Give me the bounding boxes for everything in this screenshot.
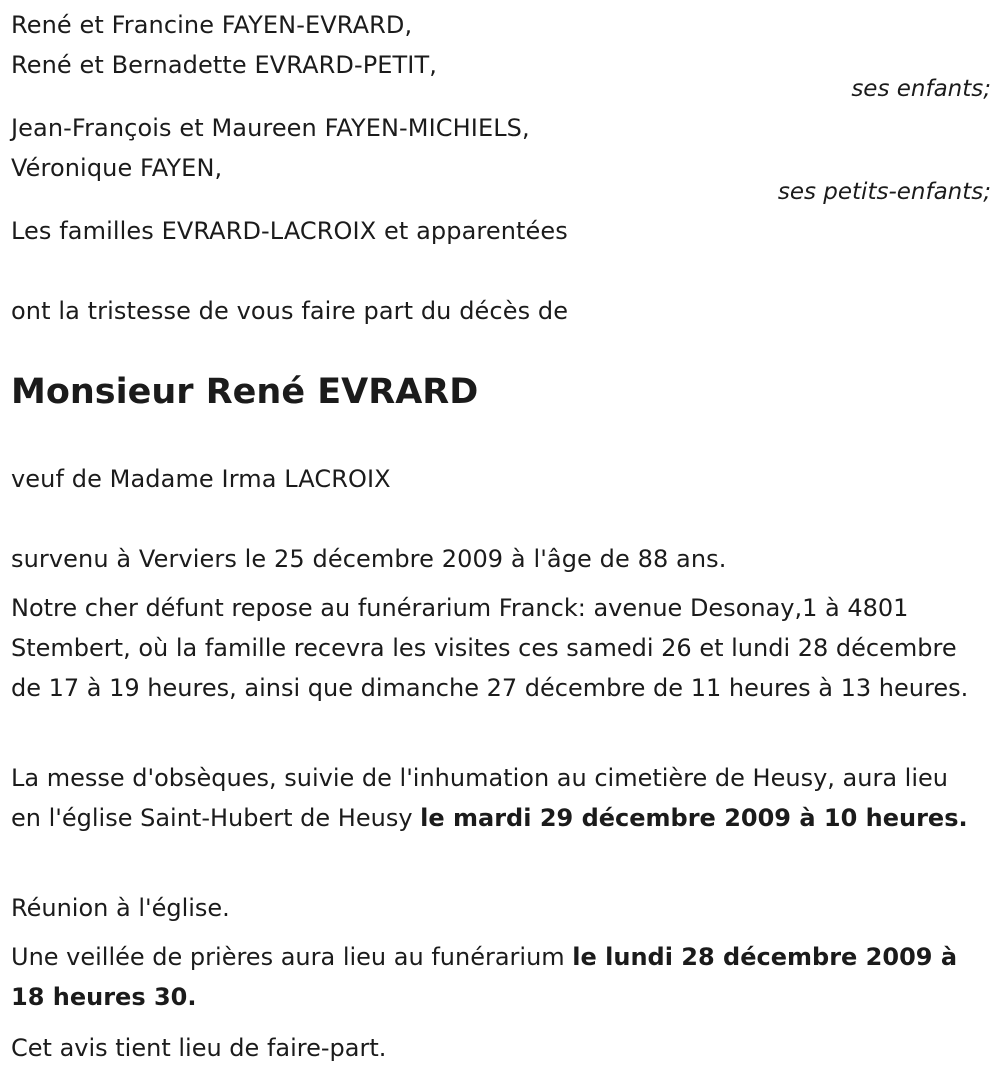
vigil-datetime: le lundi 28 décembre 2009 à 18 heures 30. — [11, 943, 958, 1011]
funeral-datetime: le mardi 29 décembre 2009 à 10 heures. — [420, 804, 968, 832]
child-line-2: René et Bernadette EVRARD-PETIT, — [11, 51, 437, 79]
children-role-label: ses enfants; — [851, 76, 991, 102]
announcement-line: ont la tristesse de vous faire part du décès de — [11, 297, 569, 325]
obituary-notice — [11, 0, 991, 1082]
grandchild-line-2: Véronique FAYEN, — [11, 154, 223, 182]
child-line-1: René et Francine FAYEN-EVRARD, — [11, 11, 413, 39]
closing-line: Cet avis tient lieu de faire-part. — [11, 1034, 387, 1062]
funeral-text: La messe d'obsèques, suivie de l'inhumation au cimetière de Heusy, aura lieu en l'église Saint-Hubert de Heusy — [11, 764, 948, 832]
families-line: Les familles EVRARD-LACROIX et apparentées — [11, 217, 568, 245]
meeting-line: Réunion à l'église. — [11, 894, 230, 922]
repose-paragraph: Notre cher défunt repose au funérarium Franck: avenue Desonay,1 à 4801 Stembert, où la famille recevra les visites ces samedi 26 et lundi 28 décembre de 17 à 19 heures, ainsi que dimanche 27 décembre de 11 heures à 13 heures. — [11, 594, 969, 702]
vigil-paragraph — [11, 937, 976, 1017]
death-line: survenu à Verviers le 25 décembre 2009 à l'âge de 88 ans. — [11, 545, 727, 573]
grandchild-line-1: Jean-François et Maureen FAYEN-MICHIELS, — [11, 114, 530, 142]
funeral-paragraph — [11, 758, 976, 838]
widower-line: veuf de Madame Irma LACROIX — [11, 465, 391, 493]
grandchildren-role-label: ses petits-enfants; — [777, 179, 991, 205]
vigil-text: Une veillée de prières aura lieu au funérarium — [11, 943, 573, 971]
deceased-name: Monsieur René EVRARD — [11, 372, 479, 412]
